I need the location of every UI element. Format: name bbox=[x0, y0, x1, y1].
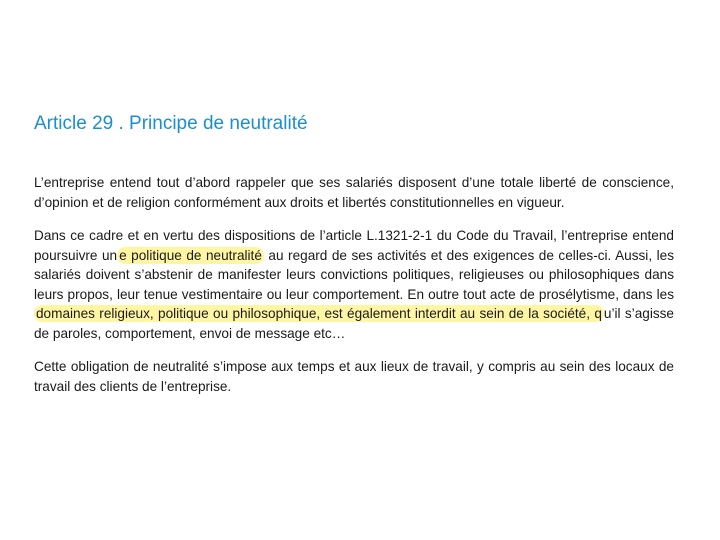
article-body bbox=[34, 173, 674, 410]
article-title: Article 29 . Principe de neutralité bbox=[34, 113, 308, 134]
paragraph-scope: Cette obligation de neutralité s’impose aux temps et aux lieux de travail, y compris au sein des locaux de travail des clients de l’entreprise. bbox=[34, 359, 674, 394]
paragraph-neutrality bbox=[34, 226, 674, 343]
highlight-neutrality-policy: e politique de neutralité bbox=[119, 247, 262, 263]
paragraph-text-segment: au regard de ses activités et des exigences de celles-ci. Aussi, les salariés doivent s’abstenir de manifester leurs convictions politiques, religieuses ou philosophiques dans leurs propos, leur tenue vestimentaire ou leur comportement. En outre tout acte de prosélytisme, dans les bbox=[34, 247, 674, 302]
highlight-prohibited-domains: domaines religieux, politique ou philosophique, est également interdit au sein de la société, q bbox=[36, 306, 602, 321]
paragraph-text-segment: u’il s’agisse de paroles, comportement, envoi de message etc… bbox=[34, 306, 674, 341]
paragraph-text-segment: Dans ce cadre et en vertu des dispositions de l’article L.1321-2-1 du Code du Travail, l’entreprise entend poursuivre un bbox=[34, 228, 674, 263]
paragraph-liberty: L’entreprise entend tout d’abord rappeler que ses salariés disposent d’une totale liberté de conscience, d’opinion et de religion conformément aux droits et libertés constitutionnelles en vigueur. bbox=[34, 175, 674, 210]
